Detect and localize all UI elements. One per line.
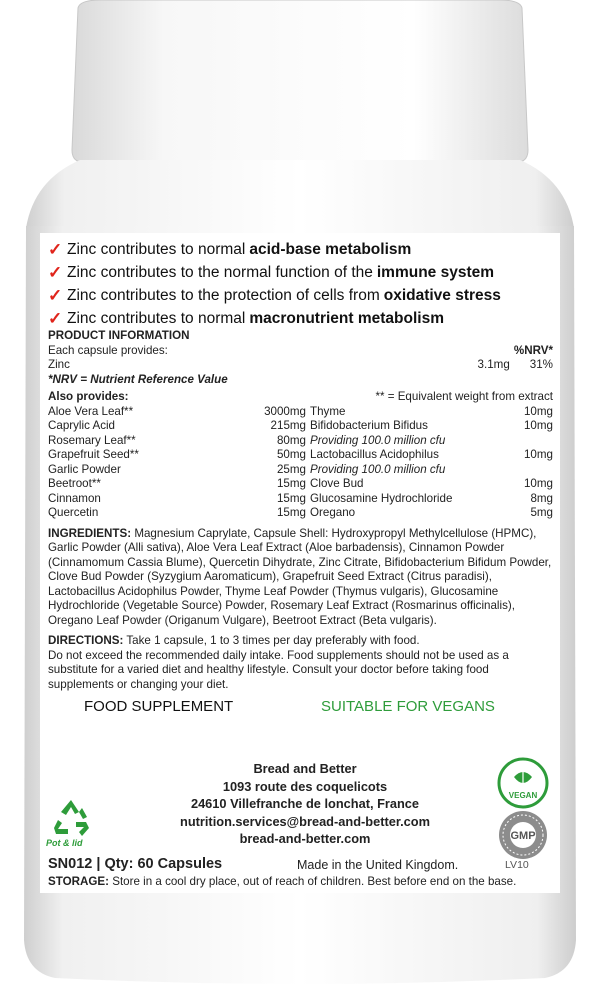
ingredients-block: [48, 527, 553, 629]
also-provides-cell: 10mg: [523, 419, 553, 432]
also-provides-cell: [503, 434, 553, 449]
food-supplement-label: FOOD SUPPLEMENT: [84, 698, 234, 715]
recycle-text: Pot & lid: [46, 838, 83, 848]
also-provides-cell: Providing 100.0 million cfu: [310, 462, 446, 476]
also-provides-cell: [503, 463, 553, 478]
directions-block: [48, 634, 553, 692]
extract-note: ** = Equivalent weight from extract: [375, 390, 553, 403]
also-provides-cell: 8mg: [530, 491, 553, 505]
also-provides-cell: Rosemary Leaf**: [48, 433, 136, 447]
company-email: nutrition.services@bread-and-better.com: [180, 813, 430, 829]
also-provides-cell: Bifidobacterium Bifidus: [310, 419, 428, 432]
also-provides-cell: 25mg: [276, 462, 306, 476]
also-provides-cell: 10mg: [523, 448, 553, 461]
nrv-note: *NRV = Nutrient Reference Value: [48, 372, 228, 386]
check-icon: ✓: [48, 239, 63, 259]
benefit-list: [48, 238, 558, 330]
also-provides-cell: 3000mg: [264, 404, 306, 418]
company-address-line1: 1093 route des coquelicots: [222, 778, 388, 794]
also-provides-cell: 10mg: [523, 477, 553, 490]
zinc-amount: 3.1mg: [477, 358, 510, 371]
vegan-badge-icon: [497, 757, 549, 809]
gmp-badge-icon: [497, 809, 549, 861]
also-provides-cell: 5mg: [530, 506, 553, 519]
recycle-icon: [46, 798, 96, 838]
company-address-line2: 24610 Villefranche de lonchat, France: [190, 796, 420, 812]
also-provides-cell: 10mg: [523, 404, 553, 418]
ingredients-text: Magnesium Caprylate, Capsule Shell: Hydroxypropyl Methylcellulose (HPMC), Garlic Powder (Alli sativa), Aloe Vera Leaf Extract (Aloe barbadensis), Cinnamon Powder (Cinnamomum Cassia Blume), Quercetin Dihydrate, Zinc Citrate, Bifidobacterium Bifidum Powder, Clove Bud Powder (Syzygium Aaromaticum), Grapefruit Seed Extract (Citrus paradisi), Lactobacillus Acidophilus Powder, Thyme Leaf Powder (Thymus vulgaris), Glucosamine Hydrochloride (Vegetable Source) Powder, Rosemary Leaf Extract (Rosmarinus officinalis), Oregano Leaf Powder (Origanum Vulgare), Beetroot Extract (Beta vulgaris).: [48, 526, 552, 627]
bottle-cap: [72, 0, 528, 162]
company-address: [140, 760, 470, 848]
also-provides-cell: Lactobacillus Acidophilus: [310, 448, 439, 461]
benefit-item: ✓ Zinc contributes to the protection of cells from oxidative stress: [48, 285, 501, 305]
storage-label: STORAGE:: [48, 875, 109, 888]
also-provides-cell: Grapefruit Seed**: [48, 448, 139, 461]
directions-text: Take 1 capsule, 1 to 3 times per day preferably with food.: [126, 634, 420, 647]
company-website: bread-and-better.com: [239, 831, 371, 847]
check-icon: ✓: [48, 308, 63, 328]
also-provides-cell: Caprylic Acid: [48, 419, 116, 432]
zinc-nrv: 31%: [529, 358, 553, 371]
also-provides-table: [48, 405, 553, 521]
each-capsule-text: Each capsule provides:: [48, 343, 168, 357]
check-icon: ✓: [48, 262, 63, 282]
also-provides-cell: Providing 100.0 million cfu: [310, 433, 446, 447]
also-provides-cell: 215mg: [270, 419, 306, 432]
gmp-badge-text: GMP: [510, 830, 536, 842]
zinc-name: Zinc: [48, 358, 70, 371]
made-in: Made in the United Kingdom.: [297, 858, 459, 872]
also-provides-cell: Garlic Powder: [48, 462, 121, 476]
zinc-row: [48, 358, 553, 373]
also-provides-title: Also provides:: [48, 390, 129, 403]
also-provides-cell: Thyme: [310, 404, 346, 418]
nrv-header: %NRV*: [513, 343, 553, 357]
lot-code: LV10: [505, 859, 529, 871]
vegan-claim: SUITABLE FOR VEGANS: [321, 698, 495, 715]
directions-label: DIRECTIONS:: [48, 634, 124, 647]
company-name: Bread and Better: [253, 761, 357, 776]
benefit-item: ✓ Zinc contributes to normal acid-base metabolism: [48, 239, 412, 259]
vegan-badge-text: VEGAN: [508, 791, 538, 800]
product-info-title: PRODUCT INFORMATION: [48, 329, 190, 342]
directions-warning: Do not exceed the recommended daily intake. Food supplements should not be used as a substitute for a varied diet and healthy lifestyle. Consult your doctor before taking food supplements or changing your diet.: [48, 648, 509, 691]
also-provides-cell: Aloe Vera Leaf**: [48, 404, 134, 418]
storage-info: [48, 875, 516, 888]
also-provides-cell: Beetroot**: [48, 477, 101, 490]
product-code: SN012 | Qty: 60 Capsules: [48, 856, 223, 872]
also-provides-cell: 15mg: [276, 477, 306, 490]
also-provides-cell: 50mg: [276, 448, 306, 461]
storage-text: Store in a cool dry place, out of reach of children. Best before end on the base.: [112, 875, 517, 888]
also-provides-cell: Cinnamon: [48, 491, 101, 505]
also-provides-cell: Quercetin: [48, 506, 99, 519]
also-provides-cell: Clove Bud: [310, 477, 364, 490]
also-provides-cell: 15mg: [276, 506, 306, 519]
benefit-item: ✓ Zinc contributes to normal macronutrient metabolism: [48, 308, 444, 328]
check-icon: ✓: [48, 285, 63, 305]
also-provides-cell: 15mg: [276, 491, 306, 505]
also-provides-cell: Oregano: [310, 506, 356, 519]
benefit-item: ✓ Zinc contributes to the normal function of the immune system: [48, 262, 495, 282]
also-provides-cell: Glucosamine Hydrochloride: [310, 491, 453, 505]
ingredients-label: INGREDIENTS:: [48, 526, 132, 540]
also-provides-cell: 80mg: [276, 433, 306, 447]
product-information: [48, 329, 553, 692]
bottle-shoulder: [26, 160, 574, 228]
